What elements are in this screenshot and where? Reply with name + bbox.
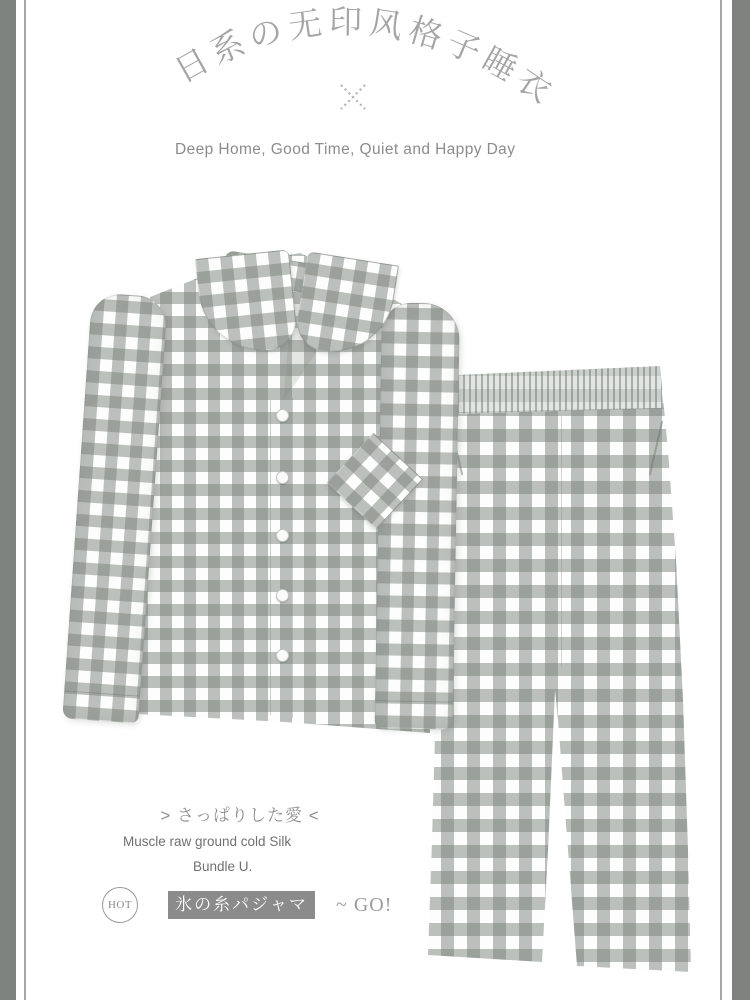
right-cuff-seam	[376, 700, 452, 702]
right-frame-band	[732, 0, 750, 1000]
dotted-cross-icon	[338, 82, 368, 112]
banner-subtitle: Deep Home, Good Time, Quiet and Happy Day	[175, 141, 516, 158]
shirt-button	[276, 471, 289, 484]
footer-tagline: > さっぱりした愛 <	[160, 806, 320, 825]
product-label-box: 氷の糸パジャマ	[168, 891, 315, 919]
pants-fly-seam	[561, 416, 562, 666]
left-cuff-seam	[65, 690, 139, 696]
shirt-button	[276, 589, 289, 602]
footer-desc-line1: Muscle raw ground cold Silk	[123, 834, 292, 849]
shirt-button	[276, 649, 289, 662]
shirt-button	[276, 409, 289, 422]
right-frame-hairline	[720, 0, 722, 1000]
pants-right-pocket-slit	[649, 420, 664, 475]
footer-desc-line2: Bundle U.	[193, 859, 253, 874]
arc-title	[0, 0, 750, 150]
hot-badge: HOT	[102, 887, 138, 923]
pajama-shirt	[40, 230, 480, 760]
svg-text:日系の无印风格子睡衣: 日系の无印风格子睡衣	[167, 2, 564, 114]
shirt-placket-edge	[292, 398, 293, 718]
shirt-placket-seam	[270, 400, 271, 715]
go-label: ~ GO!	[336, 894, 393, 916]
shirt-button	[276, 529, 289, 542]
left-frame-hairline	[24, 0, 26, 1000]
left-frame-band	[0, 0, 16, 1000]
